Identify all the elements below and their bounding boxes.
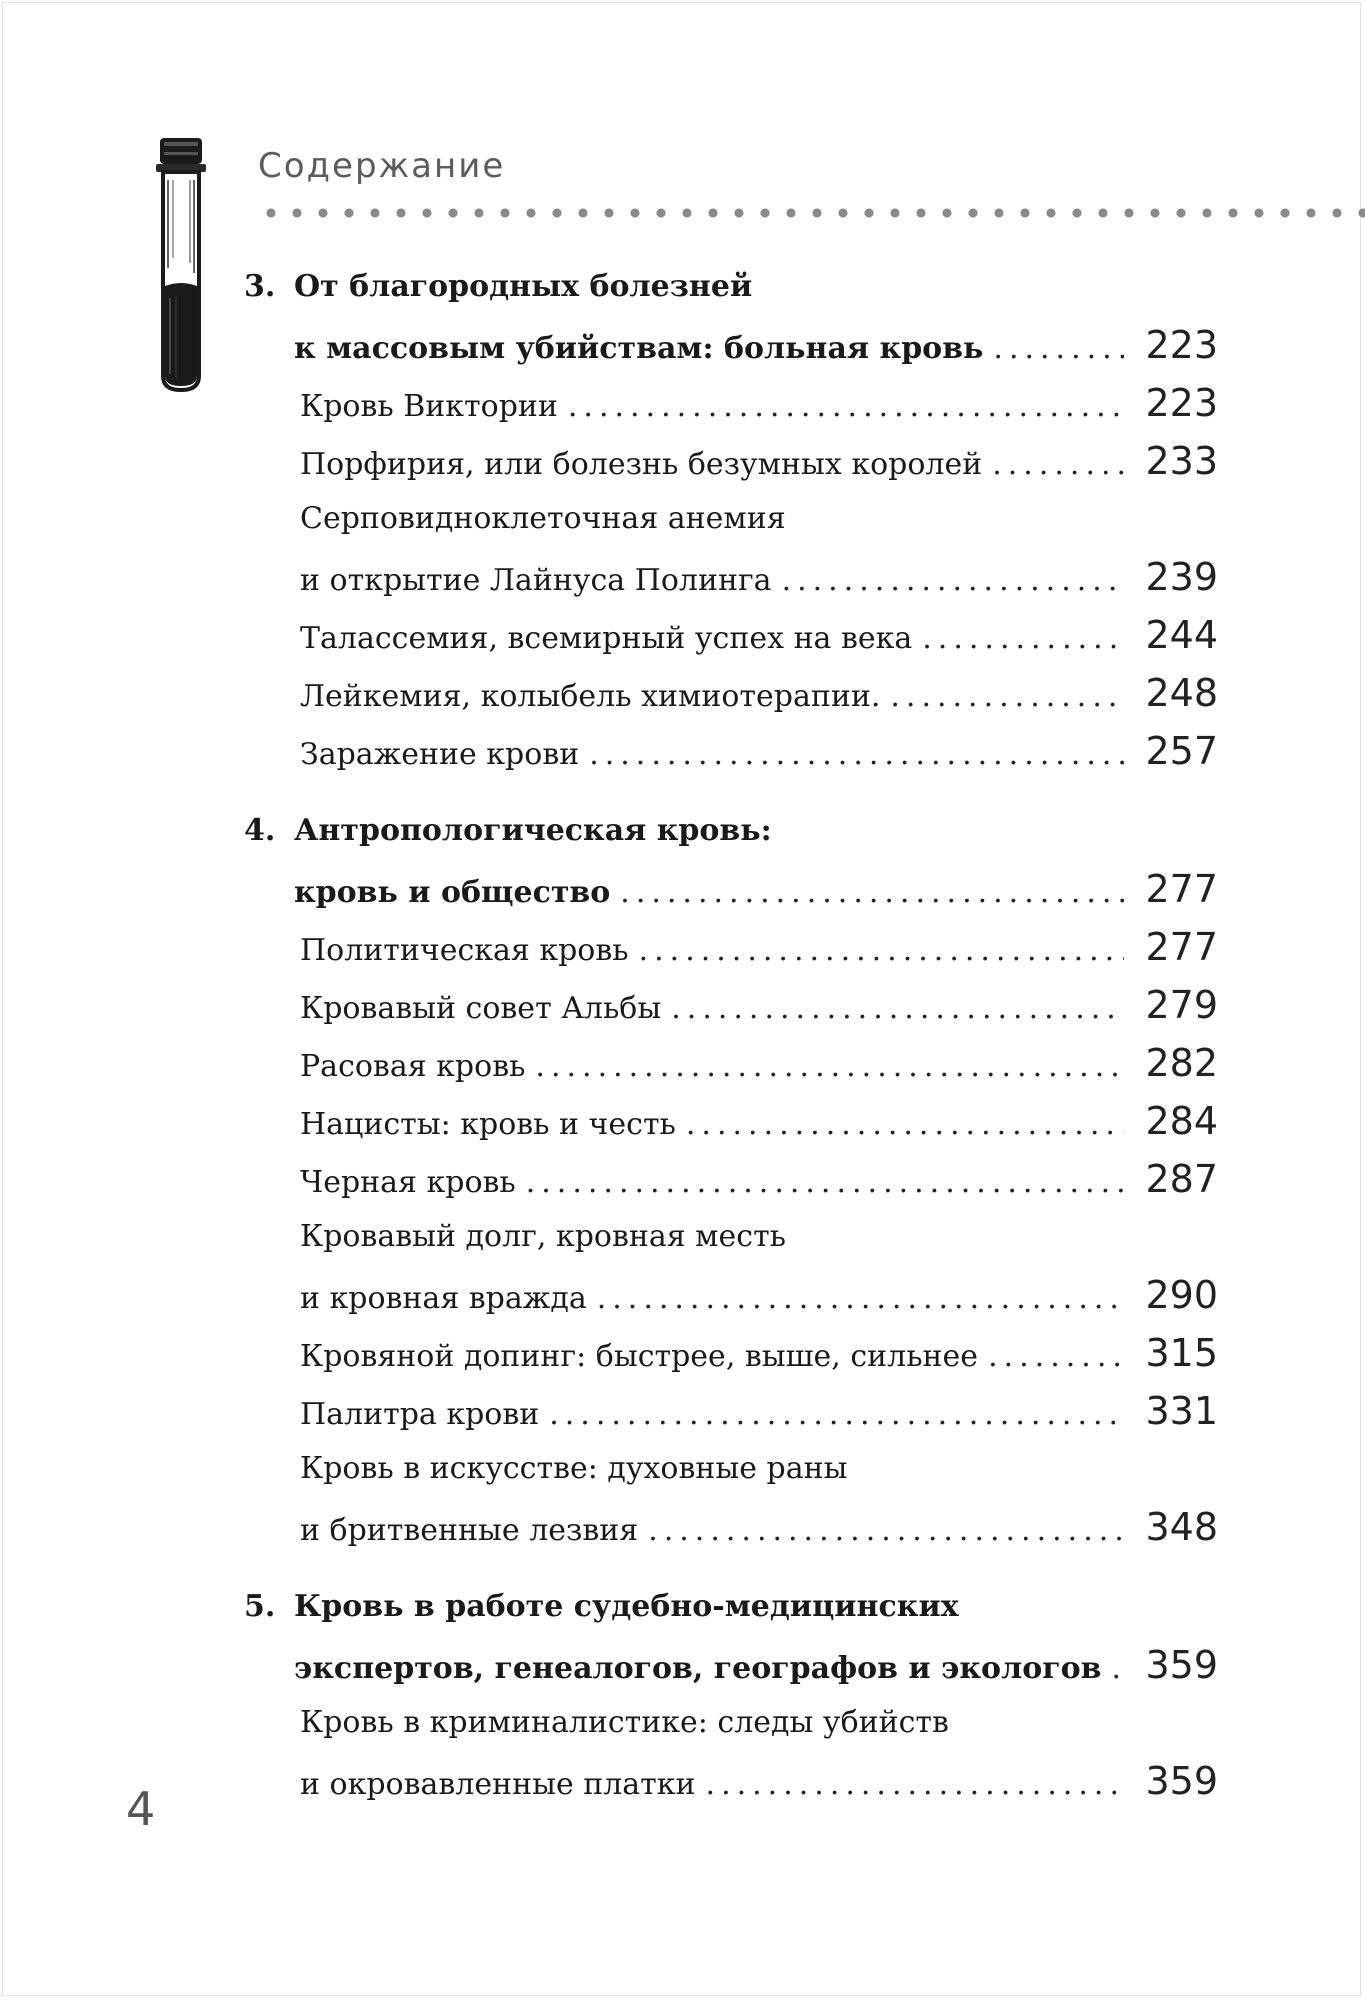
dot-leader <box>1111 1640 1124 1698</box>
toc-entry[interactable] <box>300 1382 1218 1440</box>
dot-leader <box>890 668 1124 726</box>
page-number: 284 <box>1145 1099 1218 1143</box>
toc-entry[interactable] <box>300 1752 1218 1810</box>
dot-leader <box>568 378 1124 436</box>
dot-leader <box>782 552 1124 610</box>
section-title-line <box>244 802 1218 860</box>
page-number: 315 <box>1145 1331 1218 1375</box>
toc-entry[interactable] <box>300 918 1218 976</box>
section-title-text: Антропологическая кровь: <box>294 813 772 848</box>
entry-title: Нацисты: кровь и честь <box>300 1107 676 1142</box>
page-number: 279 <box>1145 983 1218 1027</box>
folio-page-number: 4 <box>126 1782 156 1836</box>
section-title-text: кровь и общество <box>294 875 611 910</box>
section-title-line <box>244 1578 1218 1636</box>
section-title-text: экспертов, генеалогов, географов и экологов <box>294 1651 1102 1686</box>
dot-leader <box>671 980 1124 1038</box>
entry-title: и бритвенные лезвия <box>300 1513 639 1548</box>
page-number: 282 <box>1145 1041 1218 1085</box>
entry-title: Заражение крови <box>300 737 580 772</box>
entry-title: Палитра крови <box>300 1397 540 1432</box>
toc-entry[interactable] <box>300 1150 1218 1208</box>
page-number: 244 <box>1145 613 1218 657</box>
page-number: 233 <box>1145 439 1218 483</box>
toc-entry[interactable] <box>294 860 1218 918</box>
entry-title: и окровавленные платки <box>300 1767 696 1802</box>
entry-title: и открытие Лайнуса Полинга <box>300 563 772 598</box>
entry-title-line: Серповидноклеточная анемия <box>300 501 786 536</box>
dot-leader <box>706 1756 1124 1814</box>
dot-leader <box>549 1386 1124 1444</box>
page-number: 257 <box>1145 729 1218 773</box>
page-number: 348 <box>1145 1505 1218 1549</box>
section-number: 4. <box>244 813 276 848</box>
entry-title: и кровная вражда <box>300 1281 587 1316</box>
dot-leader <box>992 436 1124 494</box>
entry-title: Черная кровь <box>300 1165 516 1200</box>
page-number: 290 <box>1145 1273 1218 1317</box>
dotted-divider <box>258 206 1365 220</box>
section-title-text: Кровь в работе судебно-медицинских <box>294 1589 959 1624</box>
toc-entry[interactable] <box>300 1498 1218 1556</box>
entry-title: Талассемия, всемирный успех на века <box>300 621 913 656</box>
page-number: 287 <box>1145 1157 1218 1201</box>
entry-title: Кровяной допинг: быстрее, выше, сильнее <box>300 1339 979 1374</box>
page-heading: Содержание <box>258 146 506 186</box>
section-title-line <box>244 258 1218 316</box>
dot-leader <box>988 1328 1124 1386</box>
toc-entry[interactable] <box>300 1324 1218 1382</box>
entry-title: Порфирия, или болезнь безумных королей <box>300 447 983 482</box>
toc-entry[interactable] <box>294 316 1218 374</box>
toc-entry[interactable] <box>300 976 1218 1034</box>
dot-leader <box>686 1096 1124 1154</box>
entry-title: Лейкемия, колыбель химиотерапии. <box>300 679 881 714</box>
table-of-contents <box>244 258 1218 1810</box>
section-title-text: От благородных болезней <box>294 269 753 304</box>
dot-leader <box>526 1154 1124 1212</box>
entry-title: Расовая кровь <box>300 1049 526 1084</box>
toc-entry[interactable] <box>300 548 1218 606</box>
page-number: 248 <box>1145 671 1218 715</box>
entry-title: Кровь Виктории <box>300 389 558 424</box>
dot-leader <box>589 726 1124 784</box>
page-number: 331 <box>1145 1389 1218 1433</box>
page-number: 277 <box>1145 867 1218 911</box>
entry-title: Кровавый совет Альбы <box>300 991 662 1026</box>
toc-entry[interactable] <box>300 374 1218 432</box>
section-number: 3. <box>244 269 276 304</box>
page-number: 359 <box>1145 1643 1218 1687</box>
dot-leader <box>620 864 1124 922</box>
dot-leader <box>639 922 1124 980</box>
entry-title: Политическая кровь <box>300 933 629 968</box>
toc-entry[interactable] <box>300 606 1218 664</box>
page-number: 359 <box>1145 1759 1218 1803</box>
section-number: 5. <box>244 1589 276 1624</box>
toc-entry[interactable] <box>300 1034 1218 1092</box>
dot-leader <box>597 1270 1124 1328</box>
page-number: 223 <box>1145 323 1218 367</box>
dot-leader <box>922 610 1124 668</box>
dot-leader <box>648 1502 1124 1560</box>
entry-title-line: Кровавый долг, кровная месть <box>300 1219 787 1254</box>
entry-title-line: Кровь в искусстве: духовные раны <box>300 1451 848 1486</box>
page-number: 239 <box>1145 555 1218 599</box>
dot-leader <box>535 1038 1124 1096</box>
toc-entry[interactable] <box>294 1636 1218 1694</box>
toc-entry[interactable] <box>300 722 1218 780</box>
test-tube-illustration <box>152 138 210 396</box>
toc-entry[interactable] <box>300 1266 1218 1324</box>
entry-title-line: Кровь в криминалистике: следы убийств <box>300 1705 949 1740</box>
page-number: 277 <box>1145 925 1218 969</box>
toc-entry[interactable] <box>300 1092 1218 1150</box>
page-number: 223 <box>1145 381 1218 425</box>
toc-entry[interactable] <box>300 664 1218 722</box>
toc-entry[interactable] <box>300 432 1218 490</box>
section-title-text: к массовым убийствам: больная кровь <box>294 331 984 366</box>
dot-leader <box>993 320 1124 378</box>
